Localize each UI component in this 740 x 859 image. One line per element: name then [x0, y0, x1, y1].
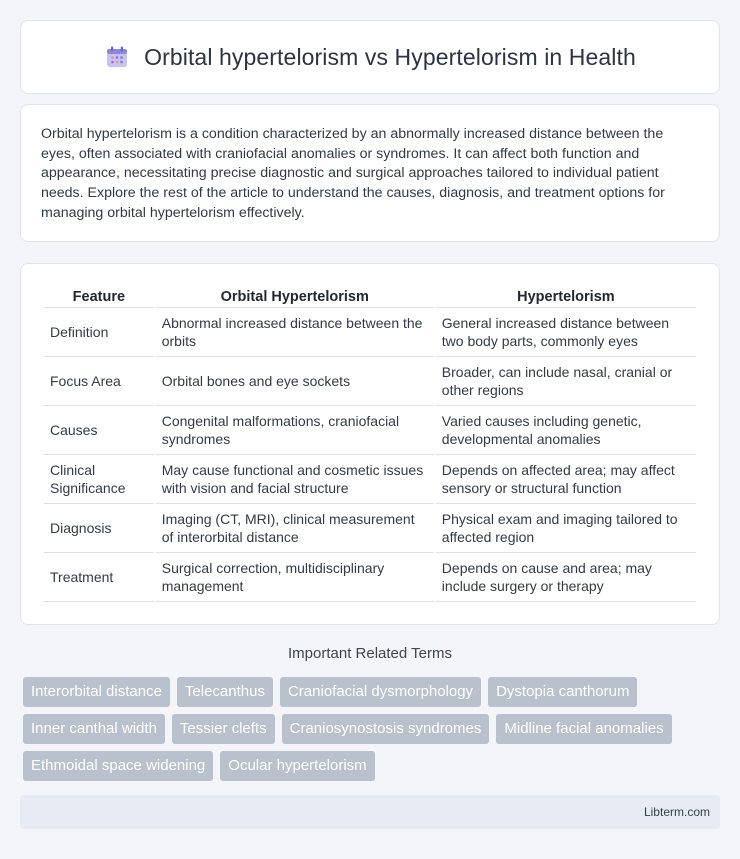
column-header-orbital-hypertelorism: Orbital Hypertelorism [156, 284, 434, 308]
related-term-tag[interactable]: Ethmoidal space widening [23, 751, 213, 781]
related-term-tag[interactable]: Telecanthus [177, 677, 273, 707]
feature-cell: Clinical Significance [44, 455, 154, 504]
footer-site-link[interactable]: Libterm.com [643, 805, 710, 819]
header-card [20, 20, 720, 94]
related-term-tag[interactable]: Midline facial anomalies [496, 714, 671, 744]
header [104, 44, 636, 71]
column-header-hypertelorism: Hypertelorism [436, 284, 696, 308]
related-term-tag[interactable]: Tessier clefts [172, 714, 275, 744]
comparison-table [42, 284, 698, 602]
calendar-icon [104, 44, 130, 70]
hypertelorism-cell: Physical exam and imaging tailored to affected region [436, 504, 696, 553]
intro-card [20, 104, 720, 242]
table-row [44, 308, 696, 357]
related-term-tag[interactable]: Interorbital distance [23, 677, 170, 707]
orbital-cell: Imaging (CT, MRI), clinical measurement of interorbital distance [156, 504, 434, 553]
hypertelorism-cell: General increased distance between two body parts, commonly eyes [436, 308, 696, 357]
feature-cell: Definition [44, 308, 154, 357]
hypertelorism-cell: Broader, can include nasal, cranial or other regions [436, 357, 696, 406]
related-term-tag[interactable]: Ocular hypertelorism [220, 751, 374, 781]
related-term-tag[interactable]: Dystopia canthorum [488, 677, 637, 707]
orbital-cell: May cause functional and cosmetic issues with vision and facial structure [156, 455, 434, 504]
feature-cell: Treatment [44, 553, 154, 602]
page-title: Orbital hypertelorism vs Hypertelorism in Health [144, 43, 636, 70]
feature-cell: Focus Area [44, 357, 154, 406]
orbital-cell: Congenital malformations, craniofacial syndromes [156, 406, 434, 455]
table-row [44, 504, 696, 553]
hypertelorism-cell: Depends on affected area; may affect sensory or structural function [436, 455, 696, 504]
table-header-row [44, 284, 696, 308]
table-row [44, 455, 696, 504]
orbital-cell: Surgical correction, multidisciplinary management [156, 553, 434, 602]
table-row [44, 553, 696, 602]
orbital-cell: Orbital bones and eye sockets [156, 357, 434, 406]
related-terms-title: Important Related Terms [288, 645, 452, 662]
related-term-tag[interactable]: Craniosynostosis syndromes [282, 714, 490, 744]
hypertelorism-cell: Varied causes including genetic, developmental anomalies [436, 406, 696, 455]
related-term-tag[interactable]: Inner canthal width [23, 714, 165, 744]
related-terms-list [23, 677, 723, 781]
orbital-cell: Abnormal increased distance between the orbits [156, 308, 434, 357]
column-header-feature: Feature [44, 284, 154, 308]
comparison-card [20, 263, 720, 625]
feature-cell: Diagnosis [44, 504, 154, 553]
footer-bar [20, 795, 720, 829]
intro-paragraph: Orbital hypertelorism is a condition characterized by an abnormally increased distance between the eyes, often associated with craniofacial anomalies or syndromes. It can affect both function and appearance, necessitating precise diagnostic and surgical approaches tailored to individual patient needs. Explore the rest of the article to understand the causes, diagnosis, and treatment options for managing orbital hypertelorism effectively. [41, 126, 665, 221]
table-row [44, 357, 696, 406]
related-term-tag[interactable]: Craniofacial dysmorphology [280, 677, 481, 707]
table-row [44, 406, 696, 455]
hypertelorism-cell: Depends on cause and area; may include surgery or therapy [436, 553, 696, 602]
feature-cell: Causes [44, 406, 154, 455]
